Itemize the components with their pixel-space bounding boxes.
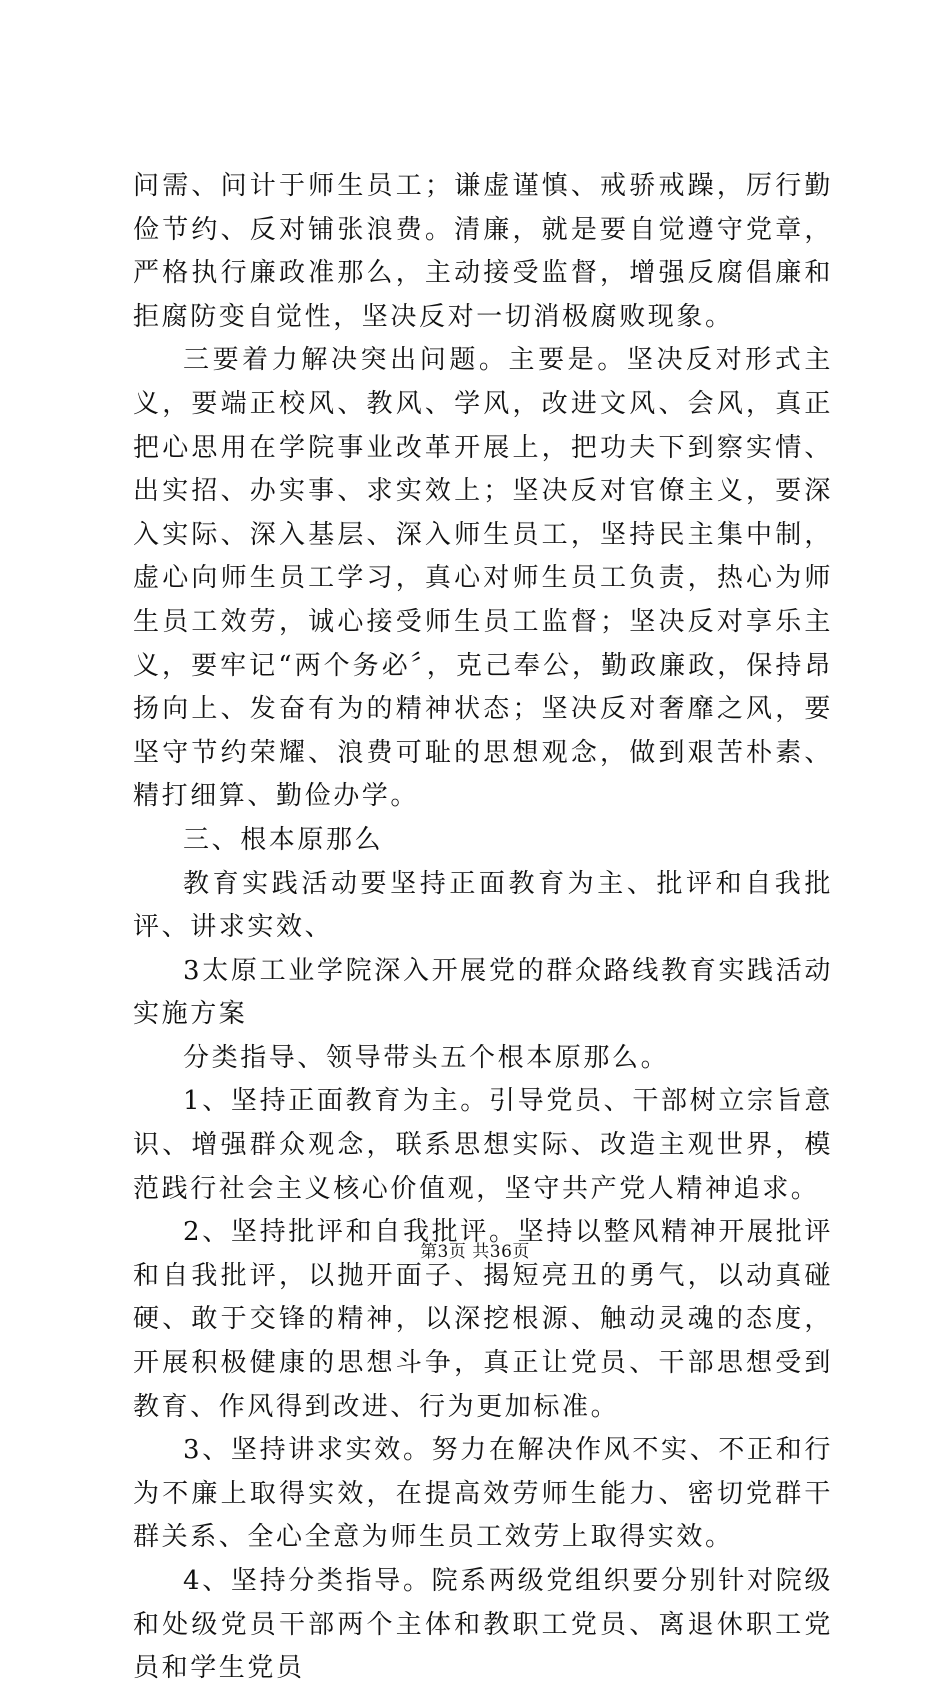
page-number-footer: 第3页 共36页: [420, 1242, 530, 1262]
running-header-line: 3太原工业学院深入开展党的群众路线教育实践活动实施方案: [133, 955, 833, 1030]
principle-1: 1、坚持正面教育为主。引导党员、干部树立宗旨意识、增强群众观念，联系思想实际、改造主观世界，模范践行社会主义核心价值观，坚守共产党人精神追求。: [133, 1086, 833, 1204]
paragraph-4: 分类指导、领导带头五个根本原那么。: [183, 1042, 670, 1073]
document-body: [133, 165, 833, 1691]
section-heading: 三、根本原那么: [183, 824, 384, 855]
paragraph-3: 教育实践活动要坚持正面教育为主、批评和自我批评、讲求实效、: [133, 868, 833, 943]
paragraph-2: 三要着力解决突出问题。主要是。坚决反对形式主义，要端正校风、教风、学风，改进文风、会风，真正把心思用在学院事业改革开展上，把功夫下到察实情、出实招、办实事、求实效上；坚决反对官僚主义，要深入实际、深入基层、深入师生员工，坚持民主集中制，虚心向师生员工学习，真心对师生员工负责，热心为师生员工效劳，诚心接受师生员工监督；坚决反对享乐主义，要牢记“两个务必〞，克己奉公，勤政廉政，保持昂扬向上、发奋有为的精神状态；坚决反对奢靡之风，要坚守节约荣耀、浪费可耻的思想观念，做到艰苦朴素、精打细算、勤俭办学。: [133, 345, 833, 812]
paragraph-1: 问需、问计于师生员工；谦虚谨慎、戒骄戒躁，厉行勤俭节约、反对铺张浪费。清廉，就是要自觉遵守党章，严格执行廉政准那么，主动接受监督，增强反腐倡廉和拒腐防变自觉性，坚决反对一切消极腐败现象。: [133, 171, 833, 332]
principle-2: 2、坚持批评和自我批评。坚持以整风精神开展批评和自我批评，以抛开面子、揭短亮丑的勇气，以动真碰硬、敢于交锋的精神，以深挖根源、触动灵魂的态度，开展积极健康的思想斗争，真正让党员、干部思想受到教育、作风得到改进、行为更加标准。: [133, 1217, 833, 1422]
principle-4: 4、坚持分类指导。院系两级党组织要分别针对院级和处级党员干部两个主体和教职工党员、离退休职工党员和学生党员: [133, 1566, 833, 1684]
principle-3: 3、坚持讲求实效。努力在解决作风不实、不正和行为不廉上取得实效，在提高效劳师生能力、密切党群干群关系、全心全意为师生员工效劳上取得实效。: [133, 1435, 833, 1553]
